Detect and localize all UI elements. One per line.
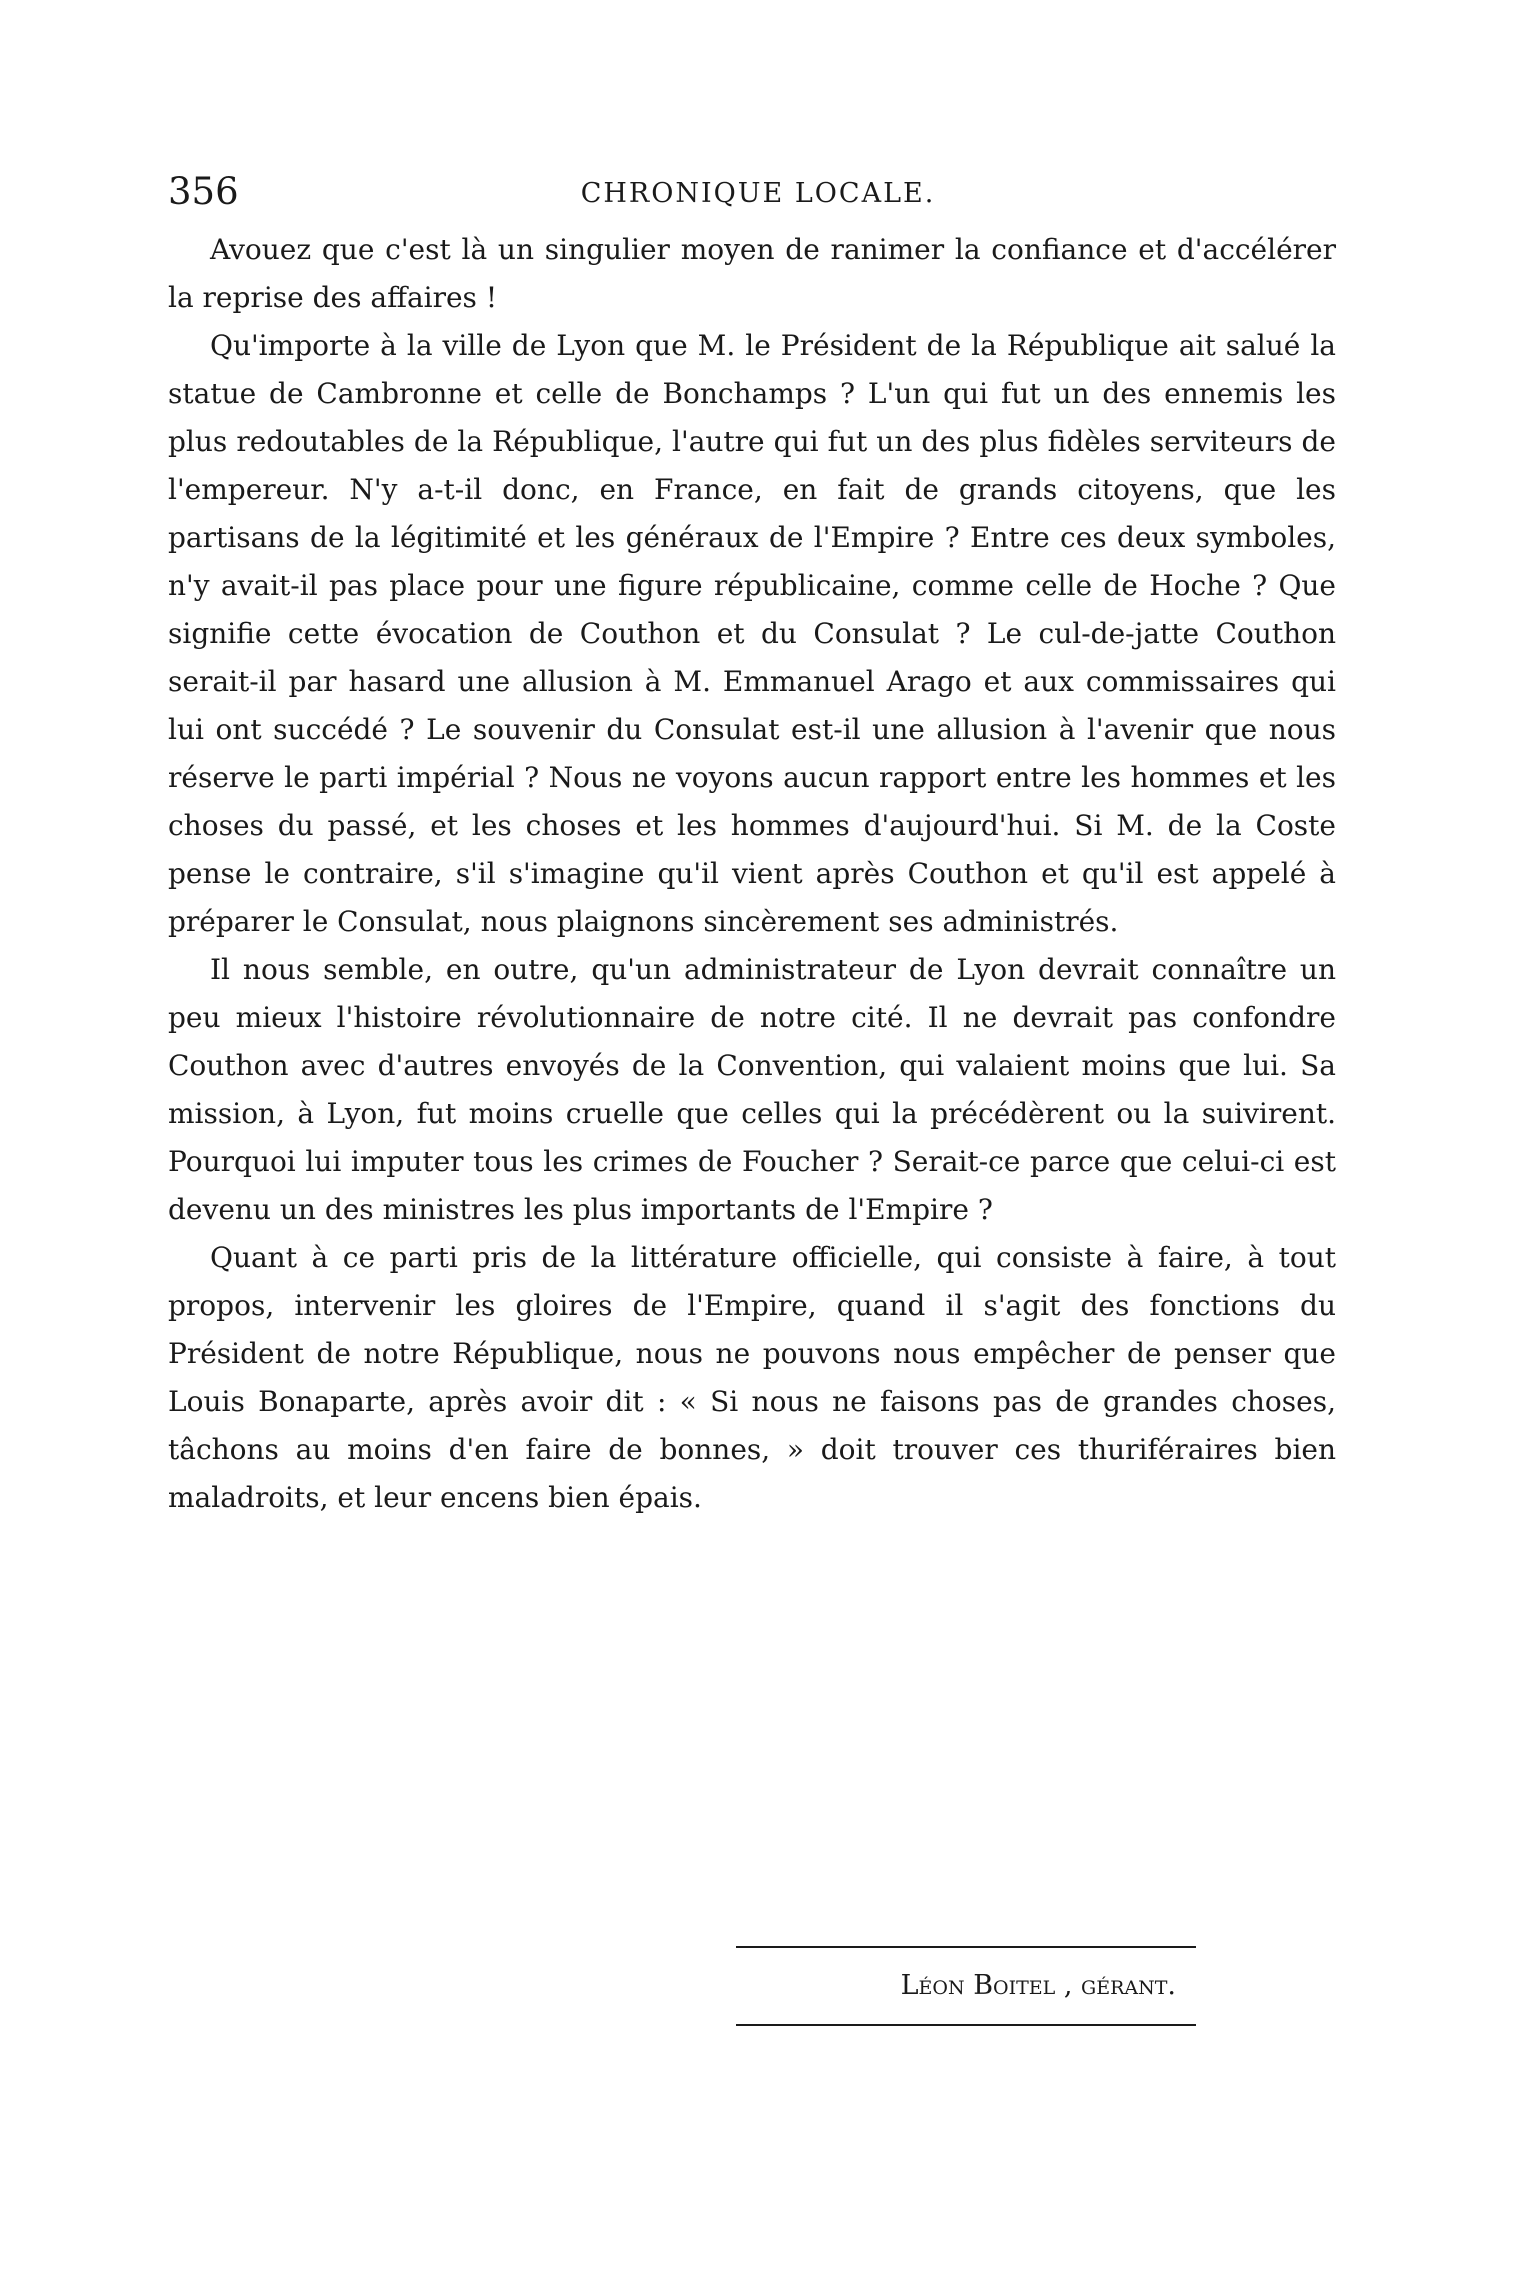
paragraph-1: Avouez que c'est là un singulier moyen de ranimer la confiance et d'accélérer la reprise des affaires ! xyxy=(168,233,1336,314)
signature: Léon Boitel , gérant. xyxy=(900,1970,1176,2001)
signature-block xyxy=(736,1946,1196,2026)
top-rule xyxy=(736,1946,1196,1948)
page-number: 356 xyxy=(168,170,239,213)
running-title: CHRONIQUE LOCALE. xyxy=(580,178,936,209)
paragraph-3: Il nous semble, en outre, qu'un administrateur de Lyon devrait connaître un peu mieux l'histoire révolutionnaire de notre cité. Il ne devrait pas confondre Couthon avec d'autres envoyés de la Convention, qui valaient moins que lui. Sa mission, à Lyon, fut moins cruelle que celles qui la précédèrent ou la suivirent. Pourquoi lui imputer tous les crimes de Foucher ? Serait-ce parce que celui-ci est devenu un des ministres les plus importants de l'Empire ? xyxy=(168,953,1336,1226)
article-body xyxy=(168,226,1336,1522)
paragraph-2: Qu'importe à la ville de Lyon que M. le Président de la République ait salué la statue de Cambronne et celle de Bonchamps ? L'un qui fut un des ennemis les plus redoutables de la République, l'autre qui fut un des plus fidèles serviteurs de l'empereur. N'y a-t-il donc, en France, en fait de grands citoyens, que les partisans de la légitimité et les généraux de l'Empire ? Entre ces deux symboles, n'y avait-il pas place pour une figure républicaine, comme celle de Hoche ? Que signifie cette évocation de Couthon et du Consulat ? Le cul-de-jatte Couthon serait-il par hasard une allusion à M. Emmanuel Arago et aux commissaires qui lui ont succédé ? Le souvenir du Consulat est-il une allusion à l'avenir que nous réserve le parti impérial ? Nous ne voyons aucun rapport entre les hommes et les choses du passé, et les choses et les hommes d'aujourd'hui. Si M. de la Coste pense le contraire, s'il s'imagine qu'il vient après Couthon et qu'il est appelé à préparer le Consulat, nous plaignons sincèrement ses administrés. xyxy=(168,329,1336,938)
bottom-rule xyxy=(736,2024,1196,2026)
paragraph-4: Quant à ce parti pris de la littérature officielle, qui consiste à faire, à tout propos, intervenir les gloires de l'Empire, quand il s'agit des fonctions du Président de notre République, nous ne pouvons nous empêcher de penser que Louis Bonaparte, après avoir dit : « Si nous ne faisons pas de grandes choses, tâchons au moins d'en faire de bonnes, » doit trouver ces thuriféraires bien maladroits, et leur encens bien épais. xyxy=(168,1241,1336,1514)
